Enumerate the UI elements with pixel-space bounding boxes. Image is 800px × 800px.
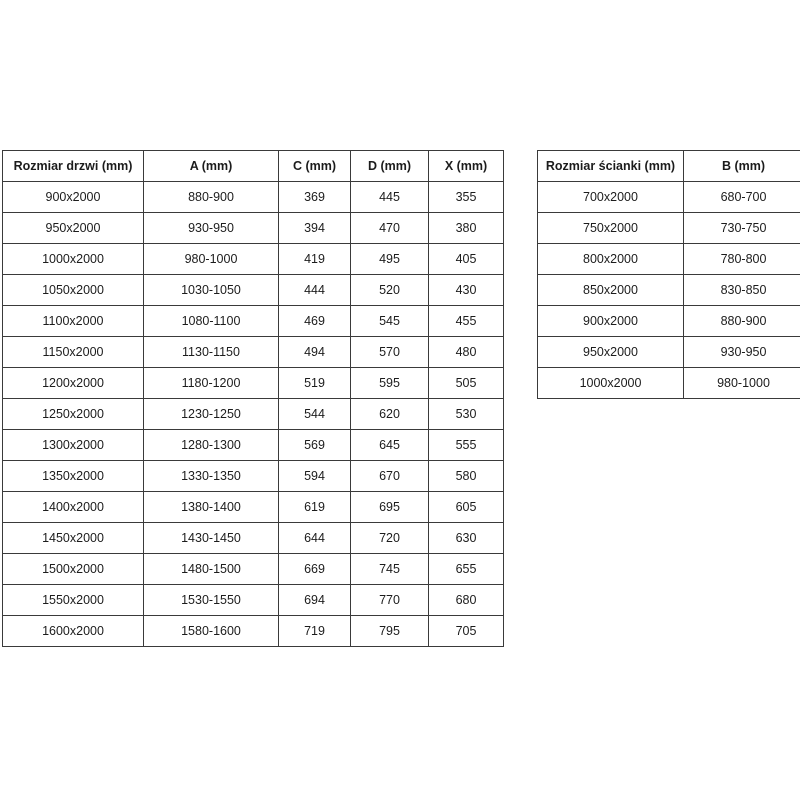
table-cell: 1600x2000 [3, 616, 144, 647]
table-cell: 900x2000 [538, 306, 684, 337]
table-row [538, 306, 800, 337]
table-cell: 1130-1150 [144, 337, 279, 368]
table-cell: 430 [429, 275, 504, 306]
header-cell: Rozmiar drzwi (mm) [3, 151, 144, 182]
table-cell: 1530-1550 [144, 585, 279, 616]
table-cell: 1230-1250 [144, 399, 279, 430]
table-cell: 670 [351, 461, 429, 492]
table-cell: 680 [429, 585, 504, 616]
table-cell: 555 [429, 430, 504, 461]
table-cell: 780-800 [684, 244, 800, 275]
header-cell: Rozmiar ścianki (mm) [538, 151, 684, 182]
table-cell: 1200x2000 [3, 368, 144, 399]
table-cell: 719 [279, 616, 351, 647]
table-cell: 419 [279, 244, 351, 275]
table-cell: 950x2000 [3, 213, 144, 244]
table-row [3, 492, 504, 523]
table-cell: 1180-1200 [144, 368, 279, 399]
table-cell: 1380-1400 [144, 492, 279, 523]
table-cell: 850x2000 [538, 275, 684, 306]
table-row [3, 461, 504, 492]
table-cell: 950x2000 [538, 337, 684, 368]
table-row [3, 554, 504, 585]
table-row [538, 368, 800, 399]
table-cell: 1330-1350 [144, 461, 279, 492]
table-row [3, 244, 504, 275]
table-row [538, 275, 800, 306]
table-row [3, 306, 504, 337]
table-cell: 980-1000 [144, 244, 279, 275]
table-cell: 520 [351, 275, 429, 306]
header-cell: C (mm) [279, 151, 351, 182]
table-cell: 880-900 [684, 306, 800, 337]
table-cell: 795 [351, 616, 429, 647]
table-cell: 750x2000 [538, 213, 684, 244]
table-cell: 980-1000 [684, 368, 800, 399]
table-row [3, 399, 504, 430]
table-cell: 669 [279, 554, 351, 585]
table-cell: 595 [351, 368, 429, 399]
table-cell: 445 [351, 182, 429, 213]
table-cell: 444 [279, 275, 351, 306]
table-cell: 505 [429, 368, 504, 399]
table-cell: 470 [351, 213, 429, 244]
table-cell: 694 [279, 585, 351, 616]
table-cell: 1450x2000 [3, 523, 144, 554]
table-cell: 619 [279, 492, 351, 523]
header-row [3, 151, 504, 182]
table-cell: 1100x2000 [3, 306, 144, 337]
table-cell: 930-950 [684, 337, 800, 368]
table-row [3, 585, 504, 616]
table-cell: 1080-1100 [144, 306, 279, 337]
table-cell: 1050x2000 [3, 275, 144, 306]
table-row [3, 337, 504, 368]
table-cell: 1150x2000 [3, 337, 144, 368]
table-cell: 680-700 [684, 182, 800, 213]
table-cell: 530 [429, 399, 504, 430]
table-row [538, 213, 800, 244]
table-cell: 369 [279, 182, 351, 213]
table-row [538, 182, 800, 213]
table-row [3, 275, 504, 306]
table-row [3, 368, 504, 399]
table-cell: 630 [429, 523, 504, 554]
header-cell: B (mm) [684, 151, 800, 182]
table-cell: 545 [351, 306, 429, 337]
table-row [3, 430, 504, 461]
table-cell: 900x2000 [3, 182, 144, 213]
table-cell: 594 [279, 461, 351, 492]
table-cell: 1350x2000 [3, 461, 144, 492]
table-cell: 380 [429, 213, 504, 244]
table-row [3, 182, 504, 213]
table-cell: 880-900 [144, 182, 279, 213]
table-row [3, 213, 504, 244]
table-cell: 1480-1500 [144, 554, 279, 585]
table-cell: 605 [429, 492, 504, 523]
table-cell: 800x2000 [538, 244, 684, 275]
table-cell: 570 [351, 337, 429, 368]
table-cell: 720 [351, 523, 429, 554]
table-cell: 569 [279, 430, 351, 461]
table-row [538, 244, 800, 275]
header-row [538, 151, 800, 182]
table-cell: 1300x2000 [3, 430, 144, 461]
table-cell: 1000x2000 [538, 368, 684, 399]
table-cell: 745 [351, 554, 429, 585]
table-row [3, 616, 504, 647]
door-sizes-table [2, 150, 504, 647]
table-cell: 1550x2000 [3, 585, 144, 616]
table-cell: 495 [351, 244, 429, 275]
table-cell: 480 [429, 337, 504, 368]
table-cell: 1400x2000 [3, 492, 144, 523]
table-cell: 830-850 [684, 275, 800, 306]
table-cell: 1580-1600 [144, 616, 279, 647]
table-cell: 580 [429, 461, 504, 492]
table-cell: 469 [279, 306, 351, 337]
table-cell: 620 [351, 399, 429, 430]
table-cell: 700x2000 [538, 182, 684, 213]
header-cell: D (mm) [351, 151, 429, 182]
header-cell: X (mm) [429, 151, 504, 182]
table-row [3, 523, 504, 554]
table-cell: 355 [429, 182, 504, 213]
wall-sizes-table [537, 150, 800, 399]
table-cell: 1500x2000 [3, 554, 144, 585]
table-cell: 544 [279, 399, 351, 430]
table-cell: 705 [429, 616, 504, 647]
table-cell: 1280-1300 [144, 430, 279, 461]
table-cell: 455 [429, 306, 504, 337]
table-cell: 655 [429, 554, 504, 585]
table-cell: 519 [279, 368, 351, 399]
header-cell: A (mm) [144, 151, 279, 182]
table-cell: 394 [279, 213, 351, 244]
table-cell: 695 [351, 492, 429, 523]
table-cell: 644 [279, 523, 351, 554]
table-cell: 405 [429, 244, 504, 275]
table-cell: 1030-1050 [144, 275, 279, 306]
table-cell: 930-950 [144, 213, 279, 244]
table-cell: 1000x2000 [3, 244, 144, 275]
table-cell: 1430-1450 [144, 523, 279, 554]
table-cell: 645 [351, 430, 429, 461]
table-cell: 770 [351, 585, 429, 616]
table-cell: 730-750 [684, 213, 800, 244]
table-cell: 494 [279, 337, 351, 368]
table-cell: 1250x2000 [3, 399, 144, 430]
table-row [538, 337, 800, 368]
